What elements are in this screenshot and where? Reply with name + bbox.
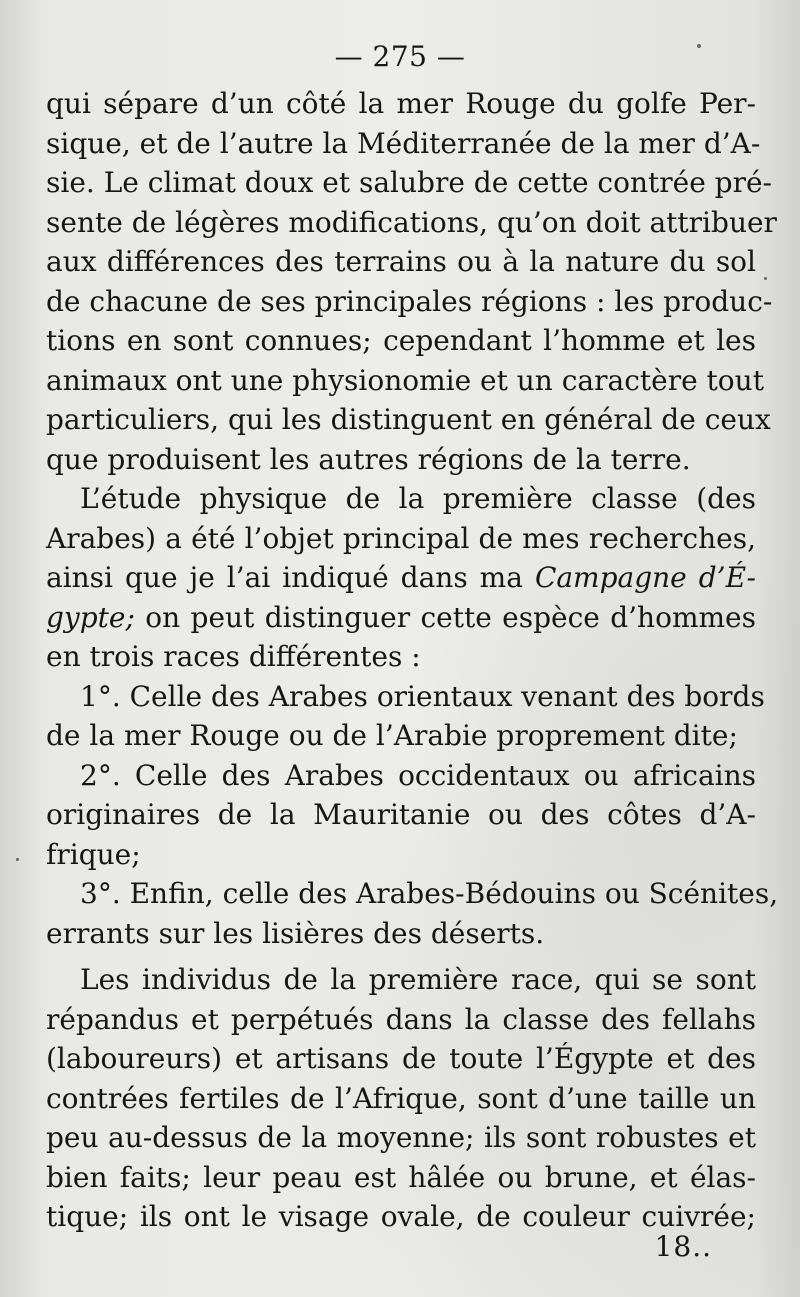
text-line-11: L’étude physique de la première classe (des [80,482,756,515]
list-item-2-line-1: 2°. Celle des Arabes occidentaux ou africains [80,758,756,792]
text-line-4: sente de légères modifications, qu’on doit attribuer [46,205,777,239]
ink-speck-icon [697,44,701,48]
text-line-13 [46,558,756,598]
text-line-25: répandus et perpétués dans la classe des fellahs [46,1002,756,1036]
text-line-10: que produisent les autres régions de la terre. [46,442,691,476]
text-line-28: peu au-dessus de la moyenne; ils sont robustes et [46,1121,756,1154]
text-line-15: en trois races différentes : [46,640,421,673]
text-line-24: Les individus de la première race, qui se sont [80,963,756,996]
list-item-1-line-1: 1°. Celle des Arabes orientaux venant des bords [80,679,765,713]
ink-speck-icon [16,858,19,861]
signature-mark: 18.. [654,1230,712,1263]
main-text [46,84,779,1237]
text-line-7: tions en sont connues; cependant l’homme et les [46,324,756,357]
text-line-1: qui sépare d’un côté la mer Rouge du golfe Per- [46,87,756,120]
text-line-5: aux différences des terrains ou à la nature du sol [46,245,756,278]
text-line-14 [46,598,756,638]
text-line-6: de chacune de ses principales régions : les produc- [46,284,773,318]
book-title-part-2: gypte; [46,600,135,634]
list-item-3-line-2: errants sur les lisières des déserts. [46,916,545,950]
ink-speck-icon [764,277,767,280]
text-line-8: animaux ont une physionomie et un caractère tout [46,363,764,397]
paragraph-gap [46,953,756,960]
list-item-2-line-3: frique; [46,837,141,871]
text-line-2: sique, et de l’autre la Méditerranée de la mer d’A- [46,126,761,160]
text-line-29: bien faits; leur peau est hâlée ou brune, et élas- [46,1160,756,1194]
page-number: — 275 — [334,40,466,73]
text-line-9: particuliers, qui les distinguent en général de ceux [46,403,771,436]
text-line-30: tique; ils ont le visage ovale, de couleur cuivrée; [46,1200,756,1233]
text-line-26: (laboureurs) et artisans de toute l’Égypte et des [46,1042,756,1075]
text-line-13-start: ainsi que je l’ai indiqué dans ma [46,561,523,594]
text-line-3: sie. Le climat doux et salubre de cette contrée pré- [46,166,773,199]
list-item-2-line-2: originaires de la Mauritanie ou des côtes d’A- [46,798,756,831]
text-line-14-rest: on peut distinguer cette espèce d’hommes [145,600,756,634]
list-item-1-line-2: de la mer Rouge ou de l’Arabie proprement dite; [46,719,738,752]
book-title-part-1: Campagne d’É- [534,561,756,594]
text-line-27: contrées fertiles de l’Afrique, sont d’une taille un [46,1081,756,1115]
text-line-12: Arabes) a été l’objet principal de mes recherches, [46,521,756,555]
list-item-3-line-1: 3°. Enfin, celle des Arabes-Bédouins ou Scénites, [80,877,779,910]
